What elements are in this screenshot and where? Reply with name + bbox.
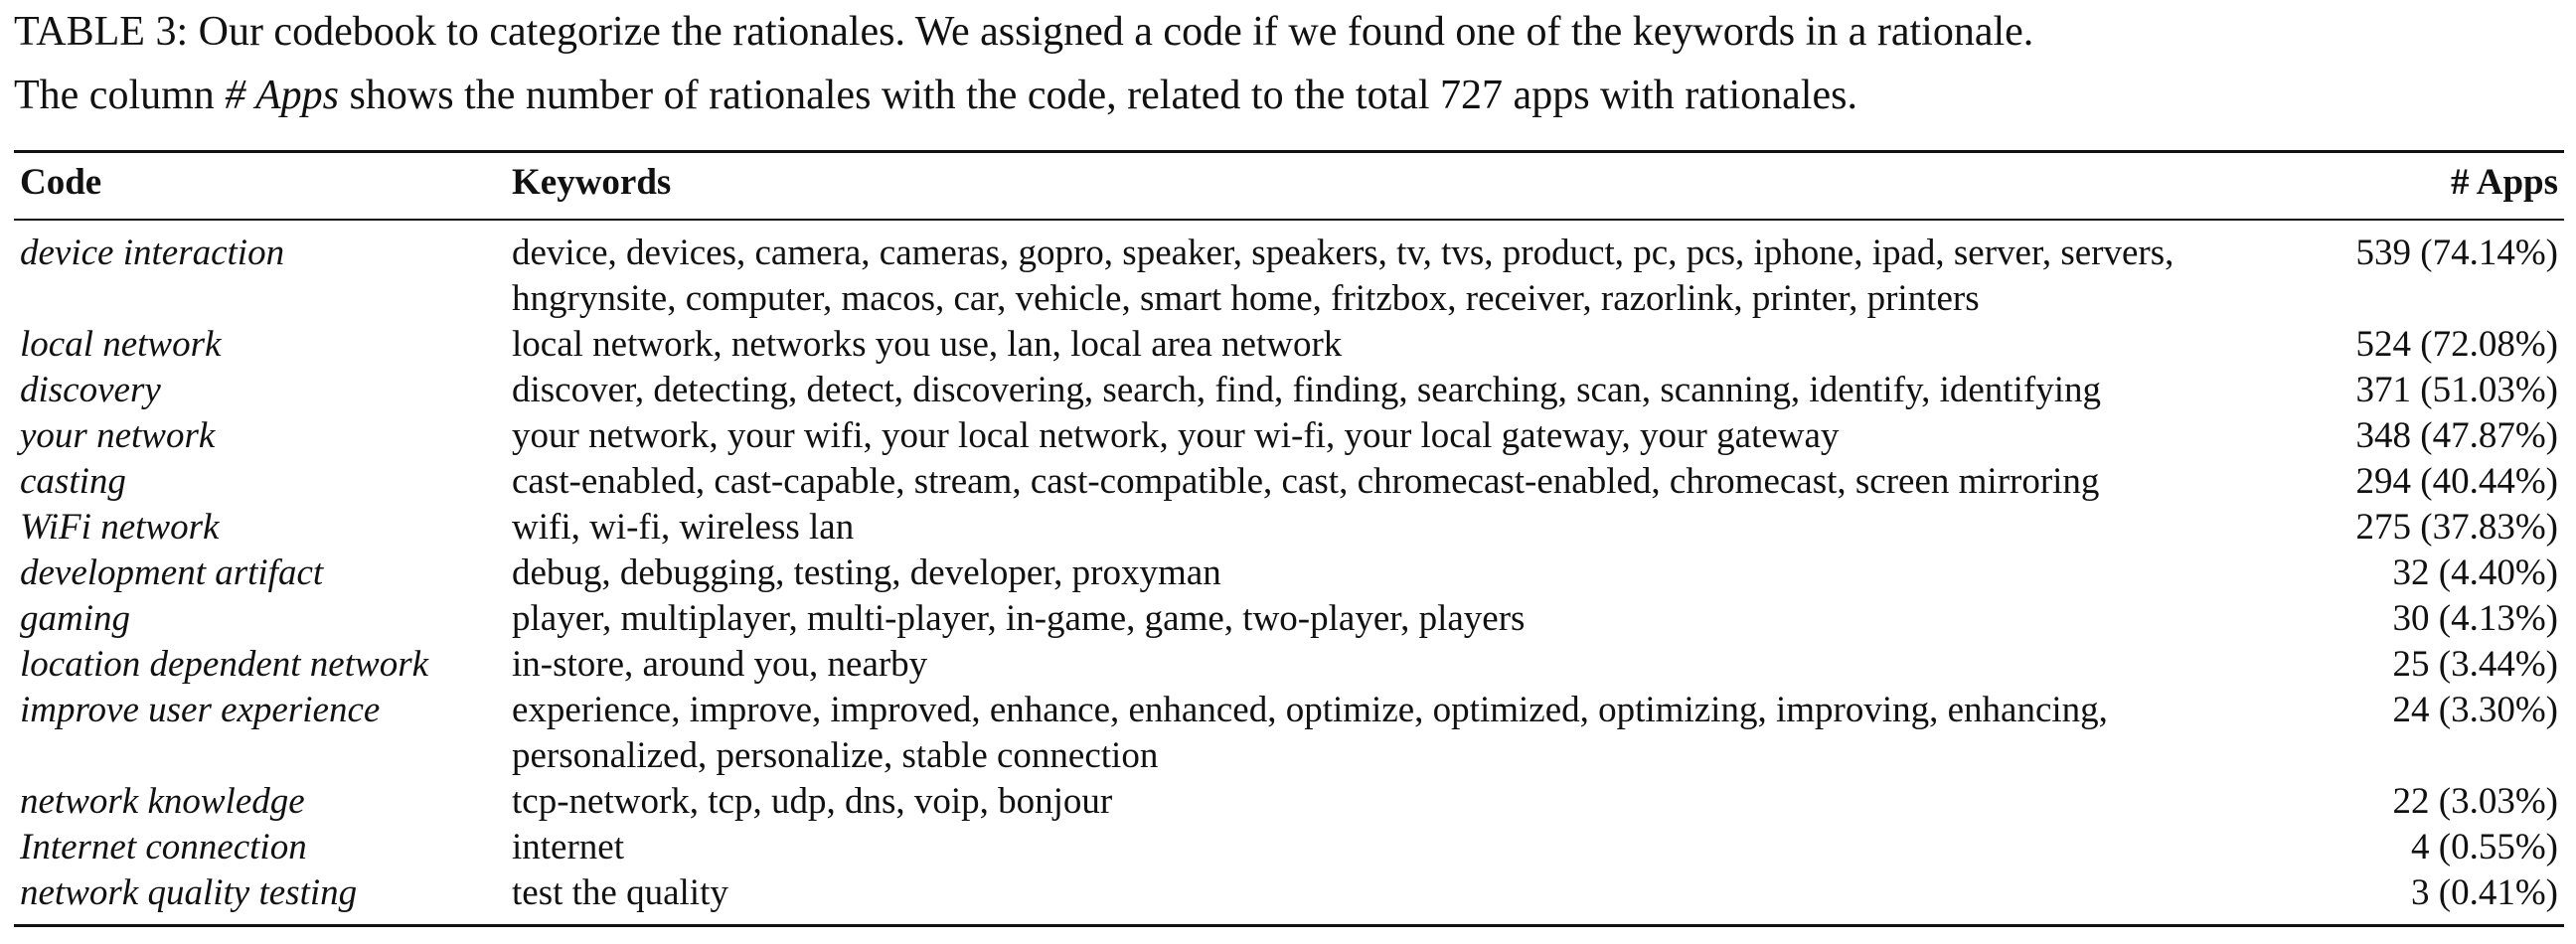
table-row [14,220,2564,322]
cell-code: device interaction [20,233,285,273]
codebook-table [14,150,2564,927]
table-row [14,825,2564,870]
table-row [14,779,2564,825]
cell-keywords: debug, debugging, testing, developer, proxyman [512,552,1221,593]
table-row [14,642,2564,688]
table-row [14,688,2564,779]
cell-code: gaming [20,598,130,639]
table-header-row [14,152,2564,221]
cell-code: local network [20,324,222,365]
table-row [14,551,2564,596]
cell-keywords: device, devices, camera, cameras, gopro, speaker, speakers, tv, tvs, product, pc, pcs, iphone, ipad, server, servers, hngrynsite, computer, macos, car, vehicle, smart home, fritzbox, receiver, razorlink, printer, printers [512,233,2174,319]
cell-apps: 294 (40.44%) [2355,461,2558,502]
cell-code: network quality testing [20,872,358,913]
cell-keywords: experience, improve, improved, enhance, enhanced, optimize, optimized, optimizing, improving, enhancing, personalized, personalize, stable connection [512,690,2108,776]
cell-apps: 4 (0.55%) [2411,827,2558,867]
cell-apps: 371 (51.03%) [2355,370,2558,410]
cell-code: network knowledge [20,781,305,822]
table-body [14,220,2564,926]
cell-apps: 275 (37.83%) [2355,507,2558,548]
cell-code: WiFi network [20,507,220,548]
cell-keywords: internet [512,827,625,867]
cell-apps: 32 (4.40%) [2392,552,2558,593]
header-code: Code [20,162,102,203]
header-apps: # Apps [2451,162,2558,203]
cell-keywords: discover, detecting, detect, discovering, search, find, finding, searching, scan, scanning, identify, identifying [512,370,2101,410]
cell-apps: 30 (4.13%) [2392,598,2558,639]
caption-line-1: TABLE 3: Our codebook to categorize the rationales. We assigned a code if we found one of the keywords in a rationale. [14,9,2034,55]
cell-code: development artifact [20,552,324,593]
caption-line-2-pre: The column [14,73,226,118]
caption-line-2-post: shows the number of rationales with the code, related to the total 727 apps with rationales. [339,73,1857,118]
cell-keywords: tcp-network, tcp, udp, dns, voip, bonjour [512,781,1113,822]
table-row [14,505,2564,551]
cell-apps: 25 (3.44%) [2392,644,2558,685]
cell-keywords: local network, networks you use, lan, local area network [512,324,1343,365]
cell-apps: 22 (3.03%) [2392,781,2558,822]
caption-apps-term: # Apps [225,73,340,118]
cell-apps: 539 (74.14%) [2355,233,2558,273]
table-row [14,368,2564,413]
header-keywords: Keywords [512,162,672,203]
cell-code: Internet connection [20,827,307,867]
cell-keywords: in-store, around you, nearby [512,644,928,685]
cell-code: discovery [20,370,161,410]
cell-keywords: player, multiplayer, multi-player, in-game, game, two-player, players [512,598,1526,639]
table-row [14,870,2564,926]
cell-code: improve user experience [20,690,381,730]
cell-apps: 24 (3.30%) [2392,690,2558,730]
cell-keywords: cast-enabled, cast-capable, stream, cast-compatible, cast, chromecast-enabled, chromecast, screen mirroring [512,461,2100,502]
cell-code: casting [20,461,126,502]
cell-keywords: test the quality [512,872,728,913]
table-row [14,413,2564,459]
cell-keywords: your network, your wifi, your local network, your wi-fi, your local gateway, your gateway [512,415,1840,456]
cell-code: your network [20,415,216,456]
cell-apps: 348 (47.87%) [2355,415,2558,456]
table-caption [14,0,2564,127]
cell-code: location dependent network [20,644,429,685]
table-row [14,322,2564,368]
cell-apps: 524 (72.08%) [2355,324,2558,365]
caption-line-2 [14,64,2564,127]
table-row [14,459,2564,505]
cell-apps: 3 (0.41%) [2411,872,2558,913]
cell-keywords: wifi, wi-fi, wireless lan [512,507,855,548]
table-row [14,596,2564,642]
